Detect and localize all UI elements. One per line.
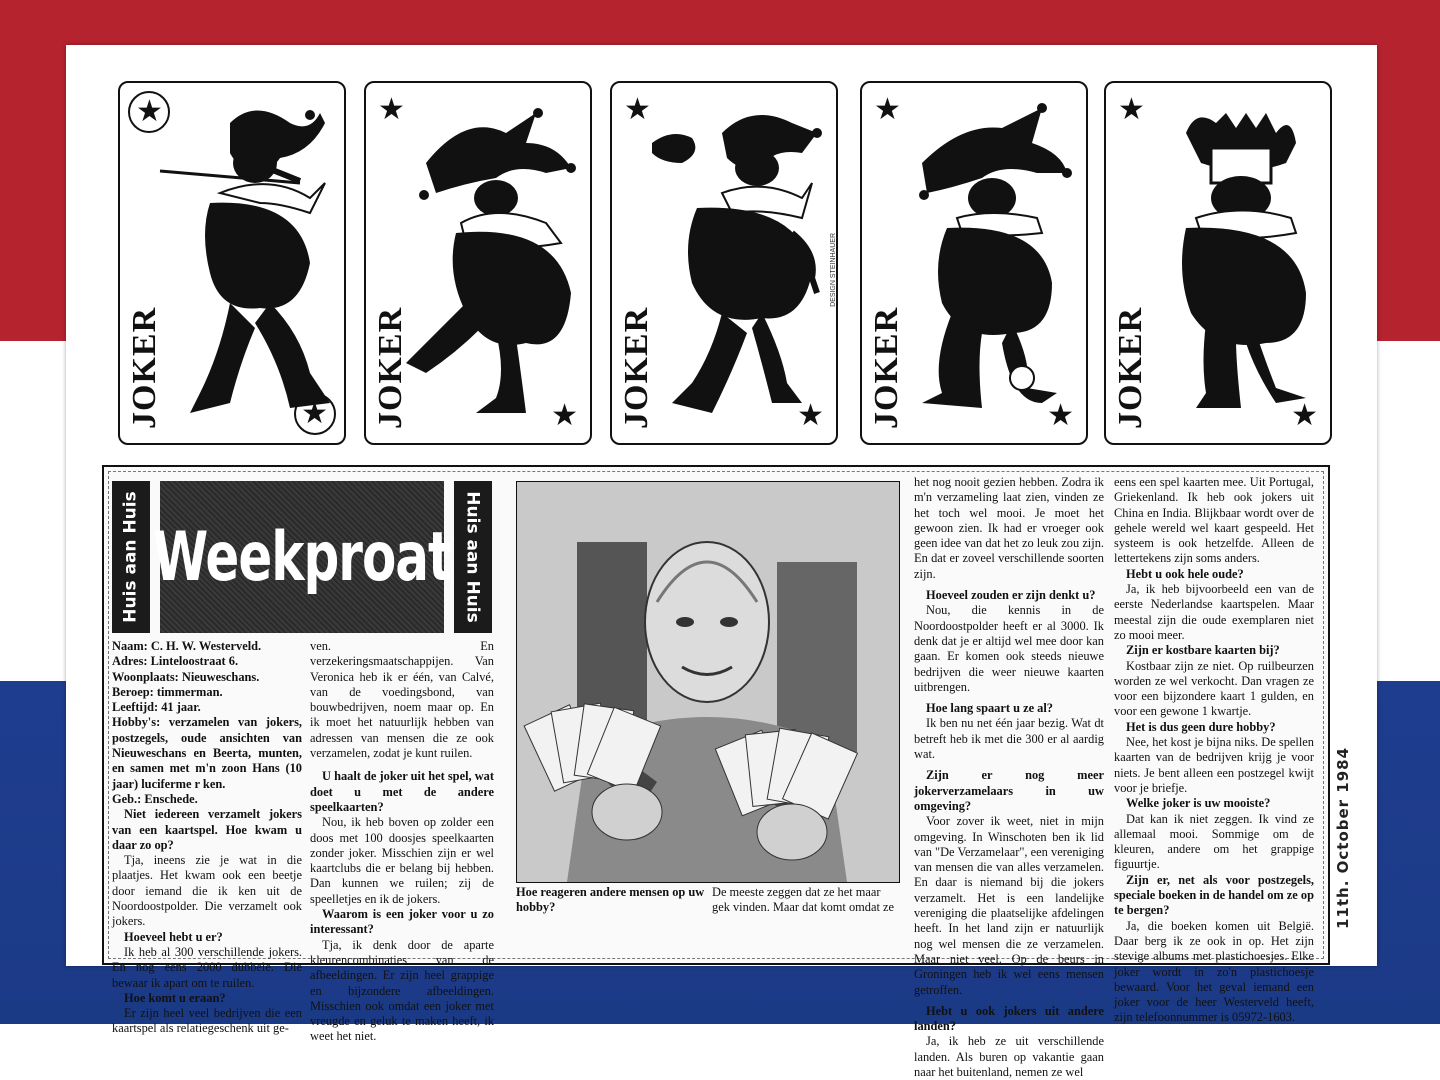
masthead-side-left-text: Huis aan Huis [121, 491, 141, 623]
answer: Ik heb al 300 verschillende jokers. En nog eens 2000 dubbele. Die bewaar ik apart om te ruilen. [112, 944, 302, 990]
answer: Voor zover ik weet, niet in mijn omgeving. In Winschoten ben ik lid van "De Verzamelaar", een vereniging van mensen die van alles verzamelen. En daar is niemand bij die jokers verzamelt. Het is een landelijke vereniging die plaatselijke afdelingen heeft. In het land zijn er natuurlijk nog wel mensen die ze verzamelen. Maar niet veel. Op de beurs in Groningen heb ik wel eens mensen getroffen. [914, 814, 1104, 997]
masthead-title-box [153, 481, 451, 633]
question: Hebt u ook jokers uit andere landen? [914, 1003, 1104, 1034]
profile-naam: Naam: C. H. W. Westerveld. [112, 639, 262, 653]
star-icon: ★ [1118, 93, 1145, 126]
star-icon: ★ [797, 399, 824, 432]
profile-geb: Geb.: Enschede. [112, 791, 198, 806]
star-icon: ★ [1291, 399, 1318, 432]
joker-card-3 [610, 81, 838, 445]
masthead-side-left [112, 481, 150, 633]
joker-card-4 [860, 81, 1088, 445]
caption-answer: De meeste zeggen dat ze het maar gek vinden. Maar dat komt omdat ze [712, 885, 895, 914]
question: Waarom is een joker voor u zo interessant? [310, 907, 494, 937]
profile-leeftijd: Leeftijd: 41 jaar. [112, 700, 201, 715]
card-label: JOKER [618, 306, 655, 429]
answer: Kostbaar zijn ze niet. Op ruilbeurzen worden ze wel verkocht. Dan vragen ze voor een bijzondere kaart 1 gulden, en voor een gewone 1 kwartje. [1114, 658, 1314, 719]
profile-adres: Adres: Linteloostraat 6. [112, 654, 239, 669]
joker-card-1 [118, 81, 346, 445]
answer: Tja, ineens zie je wat in die plaatjes. Het kwam ook een beetje door iemand die ik ken uit de Noordoostpolder. Die verzamelt ook jokers. [112, 853, 302, 929]
star-icon: ★ [378, 93, 405, 126]
portrait-photo [516, 481, 900, 883]
answer: Ja, die boeken komen uit België. Daar berg ik ze ook in op. Het zijn stevige albums met plastichoesjes. Elke joker wordt in zo'n plastichoesje bewaard. Voor het geval iemand een joker voor de heer Westerveld heeft, zijn telefoonnummer is 05972-1603. [1114, 918, 1314, 1025]
jester-frog-illustration [652, 103, 822, 423]
masthead-side-right-text: Huis aan Huis [463, 491, 483, 623]
answer: Ja, ik heb ze uit verschillende landen. Als buren op vakantie gaan naar het buitenland, nemen ze wel [914, 1034, 1104, 1079]
answer: Er zijn heel veel bedrijven die een kaartspel als relatiegeschenk uit ge- [112, 1006, 302, 1036]
question: Niet iedereen verzamelt jokers van een kaartspel. Hoe kwam u daar zo op? [112, 807, 302, 852]
portrait-image [517, 482, 899, 882]
card-label: JOKER [372, 306, 409, 429]
question: Zijn er, net als voor postzegels, speciale boeken in de handel om ze op te bergen? [1114, 872, 1314, 918]
answer: Dat kan ik niet zeggen. Ik vind ze allemaal mooi. Sommige om de kleuren, andere om het grappige figuurtje. [1114, 811, 1314, 872]
question: Zijn er nog meer jokerverzamelaars in uw omgeving? [914, 768, 1104, 813]
answer: Nee, het kost je bijna niks. De spellen kaarten van de bedrijven krijg je voor niets. Je bent alleen een postzegel kwijt voor je briefje. [1114, 735, 1314, 795]
joker-card-2 [364, 81, 592, 445]
card-label: JOKER [868, 306, 905, 429]
star-icon: ★ [1047, 399, 1074, 432]
publication-date: 11th. October 1984 [1334, 746, 1352, 929]
question: Hoe komt u eraan? [124, 990, 226, 1005]
jester-crouch-illustration [902, 103, 1072, 423]
jester-dance-illustration [406, 103, 576, 423]
masthead [112, 481, 492, 633]
question: Het is dus geen dure hobby? [1126, 719, 1276, 734]
profile-beroep: Beroep: timmerman. [112, 684, 223, 699]
answer: Ik ben nu net één jaar bezig. Wat dt betreft heb ik met die 300 er al aardig wat. [914, 716, 1104, 762]
article-column-3 [914, 475, 1104, 1079]
answer: Nou, ik heb boven op zolder een doos met 100 doosjes speelkaarten zonder joker. Misschien zijn er wel kaartclubs die er belang bij hebben. Dan kunnen we ruilen; zij de speelletjes en ik de jokers. [310, 815, 494, 906]
star-icon: ★ [301, 397, 328, 430]
article [102, 465, 1330, 1079]
caption-question: Hoe reageren andere mensen op uw hobby? [516, 885, 705, 914]
answer: ven. En verzekeringsmaatschappijen. Van Veronica heb ik er één, van Calvé, van de voedingsbond, van bouwbedrijven, noem maar op. En ik moet het natuurlijk hebben van adressen van mensen die ze ook verzamelen, zodat je kunt ruilen. [310, 639, 494, 761]
photo-caption [516, 885, 900, 925]
jester-flute-illustration [160, 103, 330, 423]
star-icon: ★ [551, 399, 578, 432]
newspaper-clipping [66, 45, 1377, 1079]
question: U haalt de joker uit het spel, wat doet u met de andere speelkaarten? [310, 769, 494, 814]
answer: Ja, ik heb bijvoorbeeld een van de eerste Nederlandse kaartspelen. Maar meestal zijn die oude exemplaren niet zo mooi meer. [1114, 582, 1314, 642]
article-column-2 [310, 639, 494, 1044]
question: Zijn er kostbare kaarten bij? [1126, 643, 1280, 658]
card-label: JOKER [126, 306, 163, 429]
star-icon: ★ [874, 93, 901, 126]
star-icon: ★ [624, 93, 651, 126]
answer: eens een spel kaarten mee. Uit Portugal, Griekenland. Ik heb ook jokers uit China en India. Blijkbaar wordt over de gehele wereld wel kaart gespeeld. Het systeem is ook hetzelfde. Alleen de lettertekens zijn soms anders. [1114, 475, 1314, 566]
question: Welke joker is uw mooiste? [1126, 796, 1271, 811]
profile-woonplaats: Woonplaats: Nieuweschans. [112, 669, 260, 684]
star-icon: ★ [136, 95, 163, 128]
profile-hobbys: Hobby's: verzamelen van jokers, postzegels, oude ansichten van Nieuweschans en Beerta, munten, en samen met m'n zoon Hans (10 jaar) luciferme r ken. [112, 715, 302, 791]
article-column-1 [112, 639, 302, 1036]
masthead-side-right [454, 481, 492, 633]
article-column-4 [1114, 475, 1314, 1025]
answer: het nog nooit gezien hebben. Zodra ik m'n verzameling laat zien, vinden ze het toch wel mooi. Je moet het gewoon zien. Ik had er vroeger ook geen idee van dat het zo leuk zou zijn. En dat er zoveel verschillende soorten zijn. [914, 475, 1104, 581]
question: Hebt u ook hele oude? [1126, 566, 1244, 581]
joker-card-5 [1104, 81, 1332, 445]
question: Hoeveel zouden er zijn denkt u? [926, 588, 1096, 603]
masthead-title: Weekproat [153, 517, 451, 597]
card-label: JOKER [1112, 306, 1149, 429]
card-credit: DESIGN STEINHAUER [830, 233, 837, 307]
question: Hoe lang spaart u ze al? [926, 701, 1053, 716]
question: Hoeveel hebt u er? [124, 929, 223, 944]
jester-crown-illustration [1146, 103, 1316, 423]
answer: Nou, die kennis in de Noordoostpolder heeft er al 3000. Ik denk dat je er altijd wel mee door kan gaan. Er komen ook steeds nieuwe bedrijven die weer nieuwe kaarten uitbrengen. [914, 603, 1104, 694]
answer: Tja, ik denk door de aparte kleurencombinaties van de afbeeldingen. Er zijn heel grappige en bijzondere afbeeldingen. Misschien ook omdat een joker met vreugde en geluk te maken heeft, ik weet het niet. [310, 937, 494, 1044]
